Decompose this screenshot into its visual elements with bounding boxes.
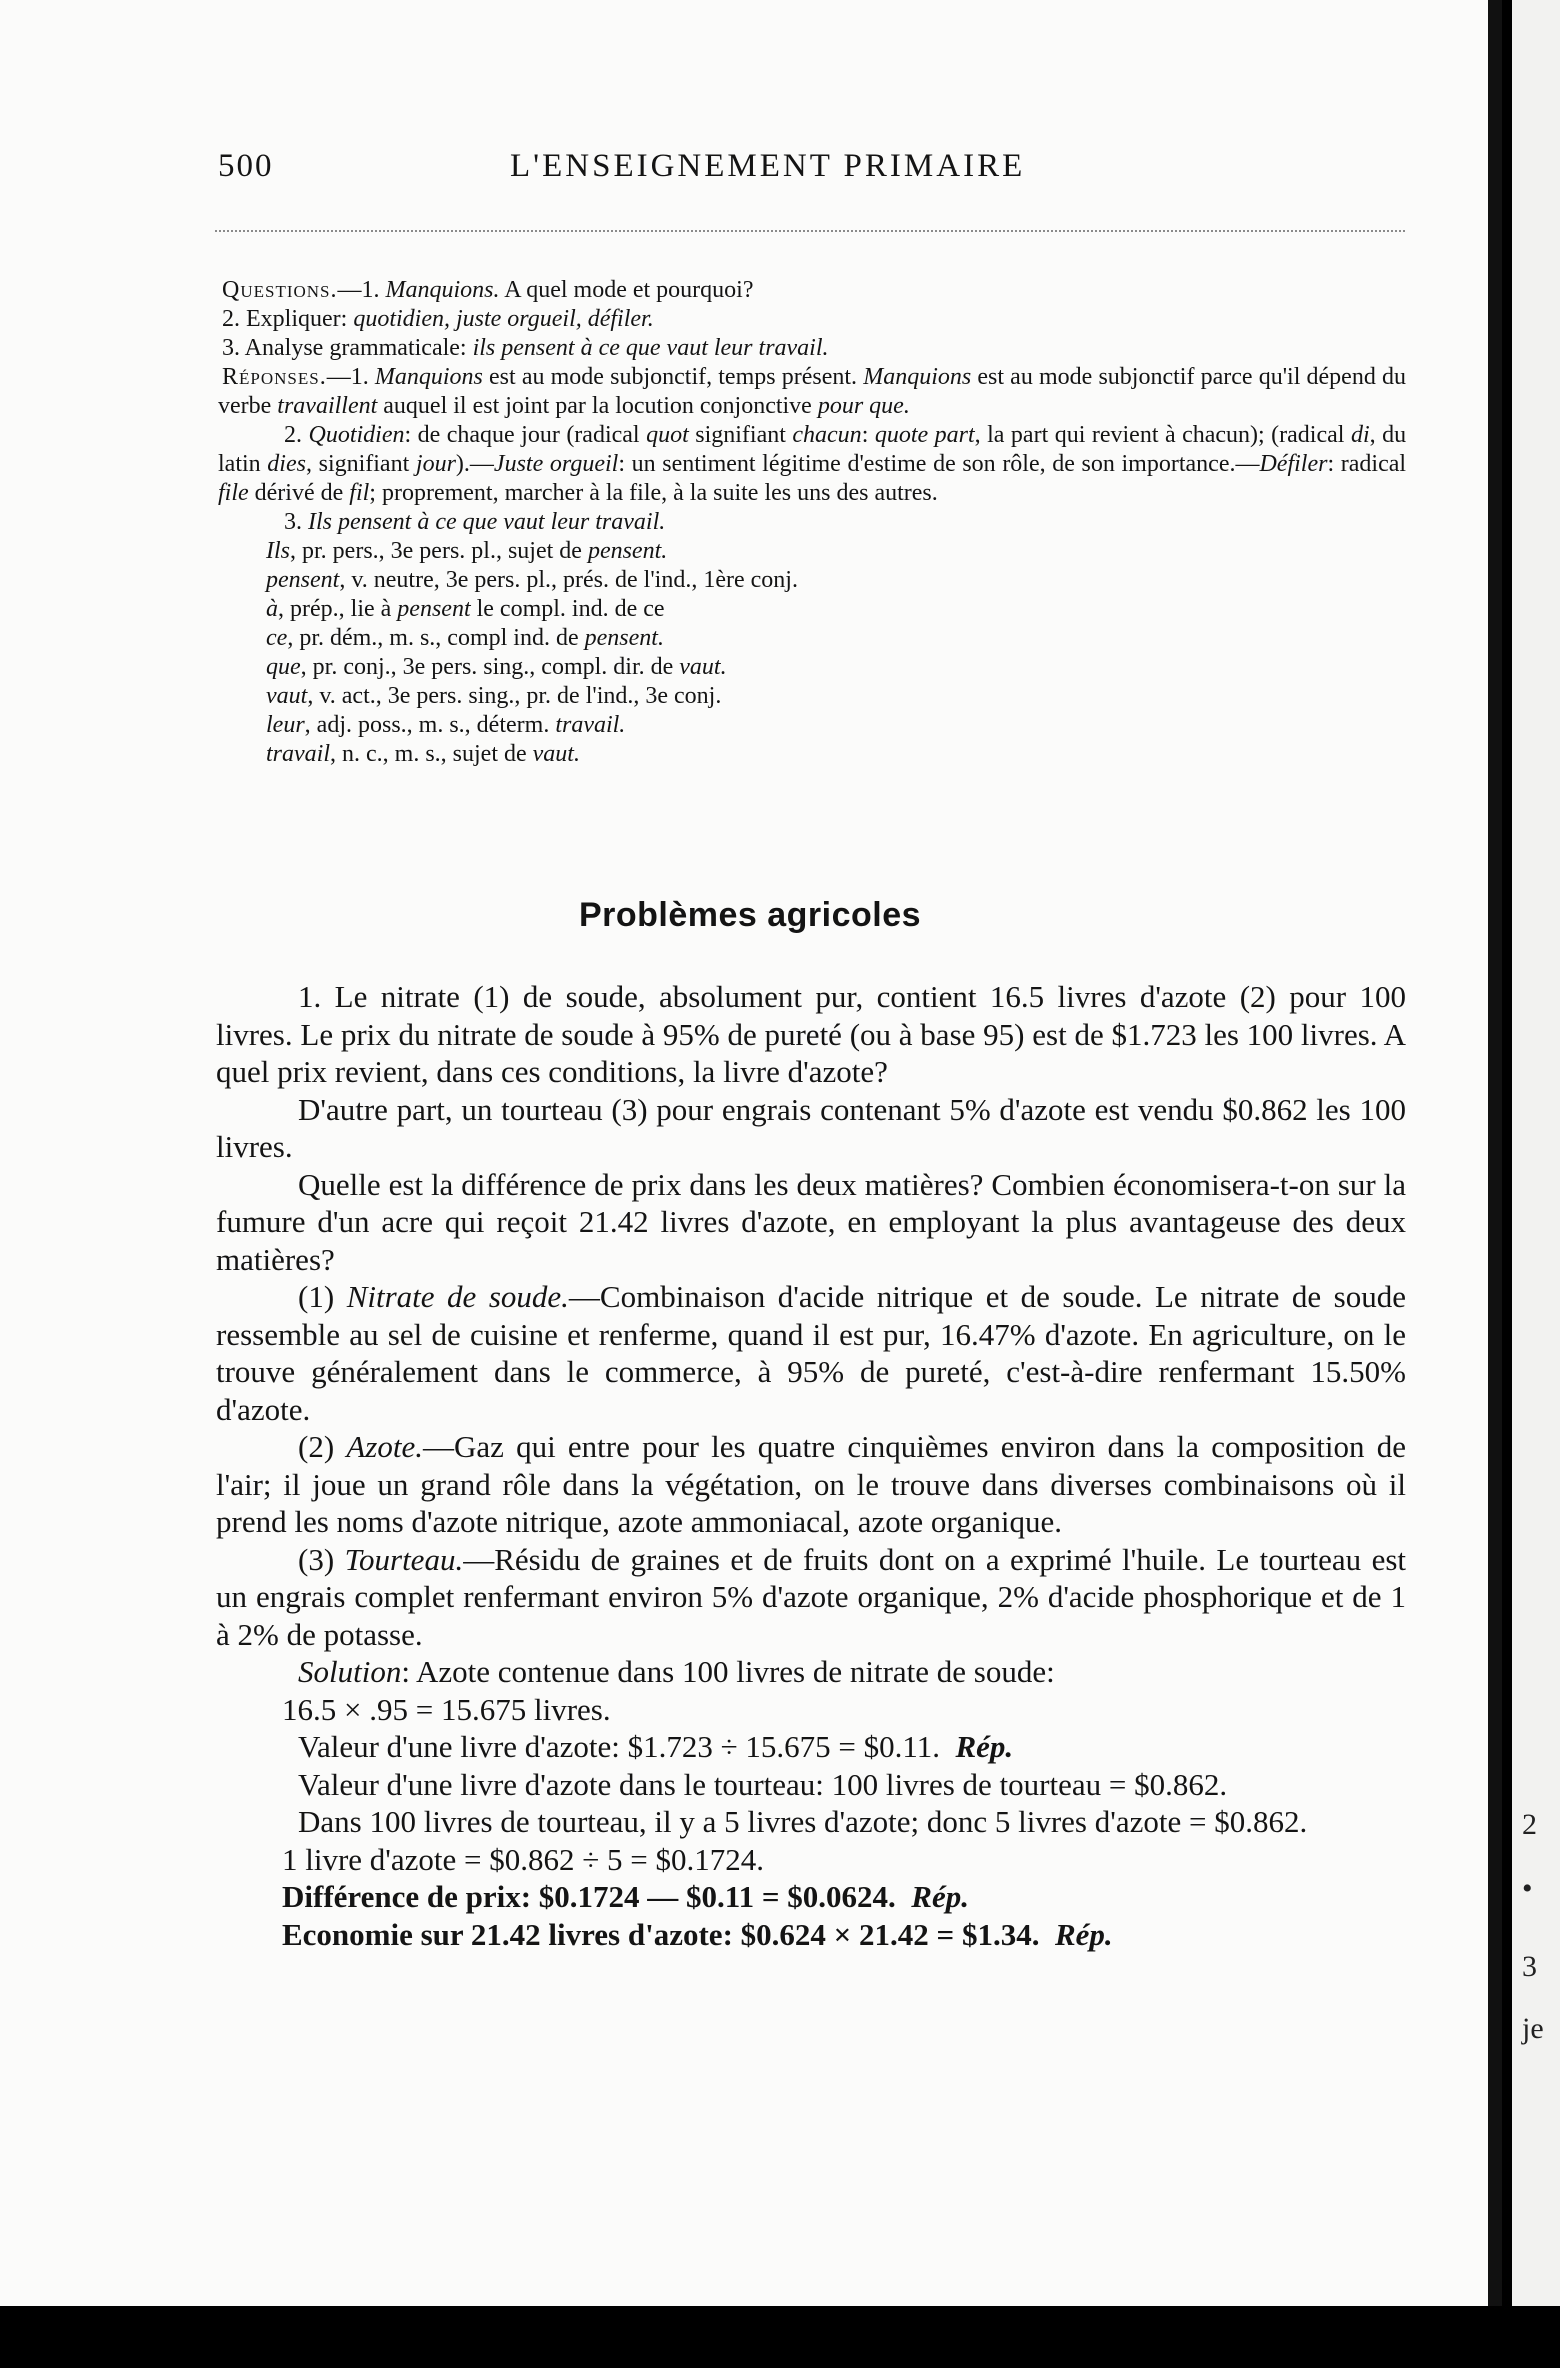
running-title: L'ENSEIGNEMENT PRIMAIRE (510, 148, 1026, 184)
solution-line: Valeur d'une livre d'azote dans le tourteau: 100 livres de tourteau = $0.862. (298, 1766, 1228, 1802)
analysis-line: à, prép., lie à pensent le compl. ind. de ce (266, 596, 665, 622)
question-1: Questions.—1. Manquions. A quel mode et pourquoi? (222, 277, 754, 303)
solution-line: 16.5 × .95 = 15.675 livres. (282, 1691, 611, 1727)
solution-line: Différence de prix: $0.1724 — $0.11 = $0.0624. Rép. (282, 1879, 969, 1914)
agricultural-problem (216, 978, 1406, 1953)
analysis-line: pensent, v. neutre, 3e pers. pl., prés. de l'ind., 1ère conj. (266, 567, 798, 593)
analysis-line: travail, n. c., m. s., sujet de vaut. (266, 741, 580, 767)
solution-line: Valeur d'une livre d'azote: $1.723 ÷ 15.675 = $0.11. Rép. (298, 1729, 1014, 1764)
adjacent-page-edge: 2 • 3 je (1512, 0, 1560, 2306)
grammar-exercise (218, 276, 1406, 769)
header-rule (215, 230, 1405, 232)
analysis-line: vaut, v. act., 3e pers. sing., pr. de l'ind., 3e conj. (266, 683, 722, 709)
section-title: Problèmes agricoles (578, 896, 922, 934)
problem-question: Quelle est la différence de prix dans les deux matières? Combien économisera-t-on sur la fumure d'un acre qui reçoit 21.42 livres d'azote, en employant la plus avantageuse des deux matières? (216, 1166, 1406, 1277)
note-3: (3) Tourteau.—Résidu de graines et de fruits dont on a exprimé l'huile. Le tourteau est un engrais complet renfermant environ 5% d'azote organique, 2% d'acide phosphorique et de 1 à 2% de potasse. (216, 1541, 1407, 1652)
problem-statement: 1. Le nitrate (1) de soude, absolument pur, contient 16.5 livres d'azote (2) pour 100 livres. Le prix du nitrate de soude à 95% de pureté (ou à base 95) est de $1.723 les 100 livres. A quel prix revient, dans ces conditions, la livre d'azote? (216, 979, 1406, 1089)
solution-line: 1 livre d'azote = $0.862 ÷ 5 = $0.1724. (282, 1841, 765, 1877)
problem-statement-2: D'autre part, un tourteau (3) pour engrais contenant 5% d'azote est vendu $0.862 les 100 livres. (216, 1091, 1406, 1164)
solution-line: Dans 100 livres de tourteau, il y a 5 livres d'azote; donc 5 livres d'azote = $0.862. (298, 1804, 1308, 1839)
answer-1: Réponses.—1. Manquions est au mode subjonctif, temps présent. Manquions est au mode subjonctif parce qu'il dépend du verbe travaillent auquel il est joint par la locution conjonctive pour que. (218, 364, 1406, 419)
analysis-line: que, pr. conj., 3e pers. sing., compl. dir. de vaut. (266, 654, 727, 680)
question-3: 3. Analyse grammaticale: ils pensent à ce que vaut leur travail. (222, 335, 829, 361)
note-1: (1) Nitrate de soude.—Combinaison d'acide nitrique et de soude. Le nitrate de soude ressemble au sel de cuisine et renferme, quand il est pur, 16.47% d'azote. En agriculture, on le trouve généralement dans le commerce, à 95% de pureté, c'est-à-dire renfermant 15.50% d'azote. (216, 1279, 1407, 1427)
note-2: (2) Azote.—Gaz qui entre pour les quatre cinquièmes environ dans la composition de l'air; il joue un grand rôle dans la végétation, on le trouve dans diverses combinaisons où il prend les noms d'azote nitrique, azote ammoniacal, azote organique. (216, 1429, 1406, 1539)
page-number: 500 (218, 148, 274, 184)
analysis-line: leur, adj. poss., m. s., déterm. travail. (266, 712, 626, 738)
scan-border (0, 2306, 1560, 2368)
analysis-line: ce, pr. dém., m. s., compl ind. de pensent. (266, 625, 664, 651)
analysis-line: Ils, pr. pers., 3e pers. pl., sujet de pensent. (266, 538, 668, 564)
gutter-rule (1488, 0, 1502, 2306)
answer-3: 3. Ils pensent à ce que vaut leur travail. (284, 509, 666, 535)
solution-intro: Solution: Azote contenue dans 100 livres de nitrate de soude: (298, 1654, 1055, 1689)
solution-line: Economie sur 21.42 livres d'azote: $0.624 × 21.42 = $1.34. Rép. (282, 1916, 1113, 1952)
answer-2: 2. Quotidien: de chaque jour (radical quot signifiant chacun: quote part, la part qui revient à chacun); (radical di, du latin dies, signifiant jour).—Juste orgueil: un sentiment légitime d'estime de son rôle, de son importance.—Défiler: radical file dérivé de fil; proprement, marcher à la file, à la suite les uns des autres. (218, 422, 1407, 506)
question-2: 2. Expliquer: quotidien, juste orgueil, défiler. (222, 306, 654, 332)
